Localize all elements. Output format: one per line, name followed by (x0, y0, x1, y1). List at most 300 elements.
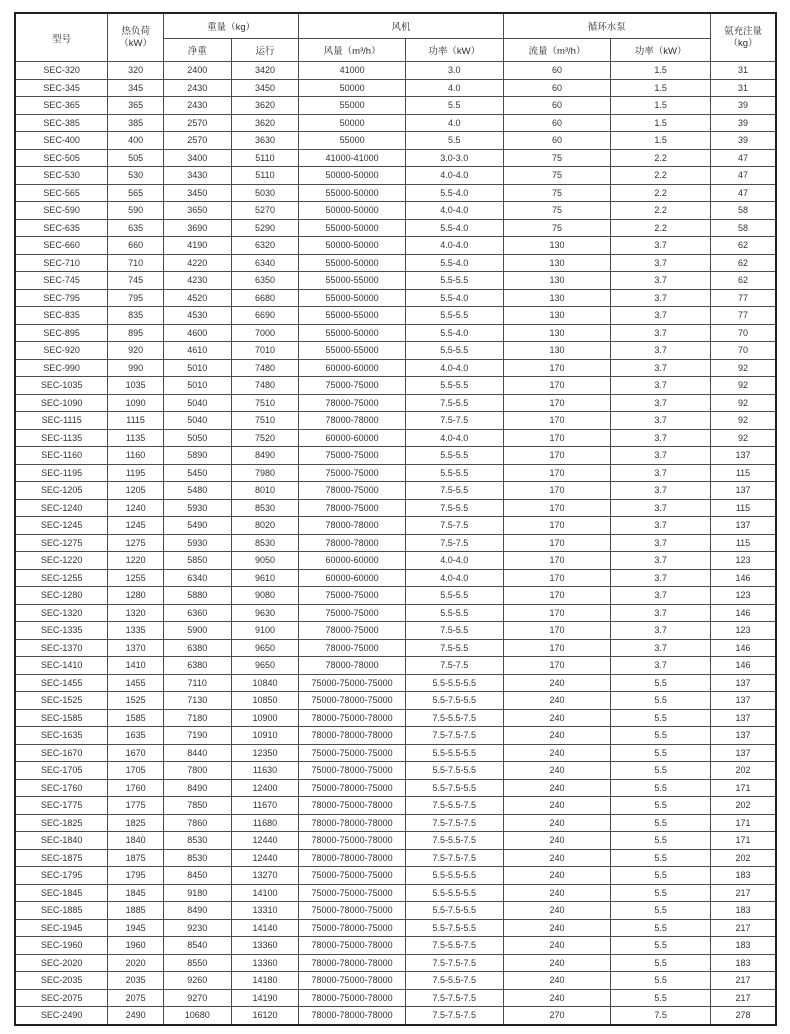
table-cell-ammonia-charge-kg: 183 (710, 902, 776, 920)
table-cell-pump-power-kw: 5.5 (611, 832, 711, 850)
table-row (15, 587, 776, 605)
table-cell-pump-power-kw: 3.7 (611, 604, 711, 622)
table-cell-heat-load-kw: 920 (108, 342, 164, 360)
table-cell-heat-load-kw: 635 (108, 219, 164, 237)
table-cell-ammonia-charge-kg: 115 (710, 464, 776, 482)
table-row (15, 604, 776, 622)
table-row (15, 342, 776, 360)
table-cell-ammonia-charge-kg: 171 (710, 779, 776, 797)
table-cell-operating-weight-kg: 3620 (231, 114, 299, 132)
table-row (15, 657, 776, 675)
table-cell-net-weight-kg: 7130 (163, 692, 231, 710)
table-cell-pump-flow-m3h: 240 (503, 692, 611, 710)
table-cell-ammonia-charge-kg: 183 (710, 867, 776, 885)
table-cell-pump-power-kw: 3.7 (611, 657, 711, 675)
table-cell-operating-weight-kg: 3620 (231, 97, 299, 115)
table-cell-fan-power-kw: 7.5-7.5-7.5 (405, 727, 503, 745)
table-cell-net-weight-kg: 5050 (163, 429, 231, 447)
table-cell-ammonia-charge-kg: 123 (710, 587, 776, 605)
table-cell-fan-airflow-m3h: 78000-75000-78000 (299, 832, 406, 850)
table-cell-net-weight-kg: 5010 (163, 377, 231, 395)
table-cell-fan-power-kw: 3.0-3.0 (405, 149, 503, 167)
table-cell-fan-power-kw: 7.5-7.5 (405, 534, 503, 552)
table-cell-pump-flow-m3h: 170 (503, 412, 611, 430)
table-cell-model: SEC-1670 (15, 744, 108, 762)
table-cell-fan-airflow-m3h: 50000 (299, 79, 406, 97)
table-cell-model: SEC-2075 (15, 989, 108, 1007)
table-cell-net-weight-kg: 5850 (163, 552, 231, 570)
table-cell-fan-power-kw: 5.5-5.5 (405, 464, 503, 482)
table-cell-fan-airflow-m3h: 60000-60000 (299, 552, 406, 570)
table-cell-fan-power-kw: 7.5-5.5-7.5 (405, 972, 503, 990)
table-cell-net-weight-kg: 2430 (163, 97, 231, 115)
table-cell-net-weight-kg: 5040 (163, 412, 231, 430)
table-cell-pump-power-kw: 3.7 (611, 569, 711, 587)
table-row (15, 552, 776, 570)
table-cell-pump-flow-m3h: 170 (503, 447, 611, 465)
table-cell-model: SEC-385 (15, 114, 108, 132)
table-cell-operating-weight-kg: 8490 (231, 447, 299, 465)
table-cell-pump-flow-m3h: 240 (503, 727, 611, 745)
table-cell-model: SEC-1775 (15, 797, 108, 815)
table-row (15, 1007, 776, 1025)
table-cell-fan-airflow-m3h: 60000-60000 (299, 569, 406, 587)
table-cell-pump-power-kw: 3.7 (611, 307, 711, 325)
table-cell-model: SEC-920 (15, 342, 108, 360)
table-cell-pump-power-kw: 2.2 (611, 202, 711, 220)
table-cell-operating-weight-kg: 6690 (231, 307, 299, 325)
table-cell-operating-weight-kg: 12440 (231, 849, 299, 867)
table-cell-fan-power-kw: 4.0-4.0 (405, 167, 503, 185)
table-cell-pump-flow-m3h: 170 (503, 464, 611, 482)
table-row (15, 709, 776, 727)
table-cell-model: SEC-1845 (15, 884, 108, 902)
table-cell-heat-load-kw: 1255 (108, 569, 164, 587)
table-cell-operating-weight-kg: 5270 (231, 202, 299, 220)
table-cell-operating-weight-kg: 10910 (231, 727, 299, 745)
table-cell-fan-airflow-m3h: 55000 (299, 97, 406, 115)
table-cell-fan-airflow-m3h: 50000-50000 (299, 237, 406, 255)
table-cell-pump-power-kw: 3.7 (611, 394, 711, 412)
table-cell-ammonia-charge-kg: 47 (710, 167, 776, 185)
table-cell-net-weight-kg: 5880 (163, 587, 231, 605)
table-cell-pump-power-kw: 3.7 (611, 237, 711, 255)
table-cell-pump-flow-m3h: 170 (503, 534, 611, 552)
table-cell-fan-airflow-m3h: 78000-75000 (299, 499, 406, 517)
table-cell-net-weight-kg: 7850 (163, 797, 231, 815)
table-cell-pump-power-kw: 5.5 (611, 989, 711, 1007)
table-cell-fan-power-kw: 5.5-5.5 (405, 307, 503, 325)
table-row (15, 989, 776, 1007)
table-cell-fan-airflow-m3h: 78000-78000-78000 (299, 727, 406, 745)
table-cell-net-weight-kg: 8550 (163, 954, 231, 972)
table-cell-ammonia-charge-kg: 217 (710, 972, 776, 990)
table-cell-operating-weight-kg: 7980 (231, 464, 299, 482)
table-cell-pump-power-kw: 5.5 (611, 902, 711, 920)
table-cell-pump-flow-m3h: 170 (503, 587, 611, 605)
col-header-pump-power: 功率（kW） (611, 39, 711, 62)
table-cell-pump-power-kw: 5.5 (611, 884, 711, 902)
table-cell-fan-power-kw: 5.5-4.0 (405, 324, 503, 342)
table-cell-pump-power-kw: 3.7 (611, 412, 711, 430)
table-cell-operating-weight-kg: 13310 (231, 902, 299, 920)
table-cell-model: SEC-1275 (15, 534, 108, 552)
table-cell-model: SEC-1840 (15, 832, 108, 850)
table-cell-fan-airflow-m3h: 78000-75000 (299, 394, 406, 412)
table-cell-fan-airflow-m3h: 78000-78000 (299, 517, 406, 535)
table-cell-fan-power-kw: 4.0-4.0 (405, 552, 503, 570)
table-cell-operating-weight-kg: 6350 (231, 272, 299, 290)
table-cell-heat-load-kw: 1410 (108, 657, 164, 675)
table-cell-pump-flow-m3h: 130 (503, 254, 611, 272)
table-cell-pump-flow-m3h: 240 (503, 814, 611, 832)
table-cell-pump-power-kw: 3.7 (611, 552, 711, 570)
table-row (15, 97, 776, 115)
table-cell-fan-airflow-m3h: 78000-75000 (299, 639, 406, 657)
table-cell-pump-power-kw: 1.5 (611, 132, 711, 150)
table-cell-pump-power-kw: 3.7 (611, 359, 711, 377)
table-cell-fan-power-kw: 5.5-5.5-5.5 (405, 744, 503, 762)
table-cell-fan-airflow-m3h: 78000-78000 (299, 412, 406, 430)
table-cell-fan-power-kw: 5.5 (405, 132, 503, 150)
table-cell-heat-load-kw: 795 (108, 289, 164, 307)
table-cell-operating-weight-kg: 11670 (231, 797, 299, 815)
table-cell-pump-flow-m3h: 130 (503, 307, 611, 325)
table-cell-pump-power-kw: 5.5 (611, 692, 711, 710)
table-row (15, 464, 776, 482)
table-cell-heat-load-kw: 365 (108, 97, 164, 115)
table-cell-operating-weight-kg: 12400 (231, 779, 299, 797)
table-cell-fan-power-kw: 4.0 (405, 114, 503, 132)
table-cell-model: SEC-1945 (15, 919, 108, 937)
table-cell-operating-weight-kg: 5290 (231, 219, 299, 237)
table-cell-model: SEC-1255 (15, 569, 108, 587)
table-cell-fan-power-kw: 5.5-4.0 (405, 219, 503, 237)
table-cell-pump-power-kw: 3.7 (611, 639, 711, 657)
table-cell-fan-airflow-m3h: 78000-78000 (299, 534, 406, 552)
table-cell-fan-power-kw: 5.5-5.5 (405, 447, 503, 465)
table-cell-pump-power-kw: 7.5 (611, 1007, 711, 1025)
table-cell-pump-power-kw: 3.7 (611, 622, 711, 640)
table-cell-fan-power-kw: 7.5-5.5-7.5 (405, 709, 503, 727)
table-cell-net-weight-kg: 6380 (163, 657, 231, 675)
table-cell-heat-load-kw: 1670 (108, 744, 164, 762)
table-cell-net-weight-kg: 3400 (163, 149, 231, 167)
table-cell-operating-weight-kg: 13360 (231, 954, 299, 972)
table-row (15, 202, 776, 220)
table-cell-pump-power-kw: 3.7 (611, 254, 711, 272)
table-cell-pump-flow-m3h: 60 (503, 132, 611, 150)
table-cell-fan-power-kw: 4.0-4.0 (405, 569, 503, 587)
table-cell-fan-airflow-m3h: 55000-55000 (299, 307, 406, 325)
col-header-net-weight: 净重 (163, 39, 231, 62)
table-cell-net-weight-kg: 8490 (163, 902, 231, 920)
table-cell-ammonia-charge-kg: 58 (710, 219, 776, 237)
table-cell-ammonia-charge-kg: 92 (710, 429, 776, 447)
table-cell-fan-power-kw: 7.5-7.5-7.5 (405, 814, 503, 832)
table-cell-heat-load-kw: 835 (108, 307, 164, 325)
table-cell-ammonia-charge-kg: 39 (710, 132, 776, 150)
table-cell-pump-power-kw: 3.7 (611, 482, 711, 500)
table-cell-ammonia-charge-kg: 92 (710, 394, 776, 412)
table-cell-net-weight-kg: 2570 (163, 132, 231, 150)
table-cell-ammonia-charge-kg: 137 (710, 727, 776, 745)
table-cell-heat-load-kw: 710 (108, 254, 164, 272)
table-cell-pump-flow-m3h: 60 (503, 79, 611, 97)
table-cell-ammonia-charge-kg: 123 (710, 552, 776, 570)
table-cell-fan-airflow-m3h: 75000-78000-75000 (299, 919, 406, 937)
table-row (15, 972, 776, 990)
table-cell-net-weight-kg: 10680 (163, 1007, 231, 1025)
table-row (15, 79, 776, 97)
table-cell-model: SEC-1220 (15, 552, 108, 570)
ammonia-charge-label: 氨充注量 (723, 25, 762, 37)
table-row (15, 534, 776, 552)
table-cell-fan-power-kw: 5.5-5.5-5.5 (405, 867, 503, 885)
table-cell-model: SEC-1705 (15, 762, 108, 780)
table-cell-pump-flow-m3h: 240 (503, 989, 611, 1007)
col-header-fan-airflow: 风量（m³/h） (299, 39, 406, 62)
table-cell-ammonia-charge-kg: 146 (710, 639, 776, 657)
table-cell-operating-weight-kg: 9080 (231, 587, 299, 605)
table-cell-operating-weight-kg: 14180 (231, 972, 299, 990)
table-cell-fan-power-kw: 5.5-5.5-5.5 (405, 674, 503, 692)
table-cell-ammonia-charge-kg: 70 (710, 342, 776, 360)
table-cell-pump-power-kw: 2.2 (611, 167, 711, 185)
table-cell-fan-airflow-m3h: 55000-50000 (299, 184, 406, 202)
table-cell-pump-flow-m3h: 60 (503, 62, 611, 80)
table-row (15, 902, 776, 920)
table-cell-heat-load-kw: 1280 (108, 587, 164, 605)
table-cell-heat-load-kw: 400 (108, 132, 164, 150)
table-cell-model: SEC-1585 (15, 709, 108, 727)
table-cell-ammonia-charge-kg: 137 (710, 517, 776, 535)
table-cell-ammonia-charge-kg: 123 (710, 622, 776, 640)
table-cell-model: SEC-895 (15, 324, 108, 342)
table-cell-model: SEC-2020 (15, 954, 108, 972)
table-cell-pump-power-kw: 1.5 (611, 62, 711, 80)
table-cell-ammonia-charge-kg: 31 (710, 62, 776, 80)
table-cell-fan-airflow-m3h: 60000-60000 (299, 359, 406, 377)
table-cell-fan-airflow-m3h: 41000-41000 (299, 149, 406, 167)
table-cell-pump-flow-m3h: 170 (503, 377, 611, 395)
table-row (15, 832, 776, 850)
table-cell-model: SEC-1240 (15, 499, 108, 517)
table-cell-pump-flow-m3h: 170 (503, 429, 611, 447)
table-cell-net-weight-kg: 9180 (163, 884, 231, 902)
table-cell-model: SEC-1525 (15, 692, 108, 710)
table-cell-heat-load-kw: 1090 (108, 394, 164, 412)
table-cell-ammonia-charge-kg: 137 (710, 692, 776, 710)
table-cell-ammonia-charge-kg: 183 (710, 954, 776, 972)
ammonia-charge-unit: （kg） (728, 37, 758, 49)
table-cell-operating-weight-kg: 5030 (231, 184, 299, 202)
table-cell-fan-airflow-m3h: 41000 (299, 62, 406, 80)
table-cell-model: SEC-505 (15, 149, 108, 167)
table-cell-ammonia-charge-kg: 202 (710, 797, 776, 815)
table-cell-fan-power-kw: 7.5-5.5-7.5 (405, 797, 503, 815)
table-cell-heat-load-kw: 505 (108, 149, 164, 167)
table-row (15, 937, 776, 955)
table-cell-pump-flow-m3h: 270 (503, 1007, 611, 1025)
table-cell-fan-airflow-m3h: 55000-55000 (299, 272, 406, 290)
table-cell-operating-weight-kg: 5110 (231, 167, 299, 185)
table-cell-ammonia-charge-kg: 115 (710, 499, 776, 517)
table-cell-fan-power-kw: 7.5-7.5-7.5 (405, 989, 503, 1007)
table-cell-net-weight-kg: 8530 (163, 832, 231, 850)
table-cell-pump-flow-m3h: 130 (503, 237, 611, 255)
table-cell-model: SEC-1320 (15, 604, 108, 622)
table-cell-net-weight-kg: 4220 (163, 254, 231, 272)
table-cell-pump-flow-m3h: 170 (503, 482, 611, 500)
table-row (15, 954, 776, 972)
table-cell-heat-load-kw: 1825 (108, 814, 164, 832)
table-cell-pump-flow-m3h: 75 (503, 219, 611, 237)
table-cell-net-weight-kg: 7180 (163, 709, 231, 727)
table-cell-operating-weight-kg: 9630 (231, 604, 299, 622)
col-header-model: 型号 (15, 13, 108, 62)
table-cell-ammonia-charge-kg: 77 (710, 289, 776, 307)
table-cell-model: SEC-1885 (15, 902, 108, 920)
table-cell-operating-weight-kg: 14190 (231, 989, 299, 1007)
header-row-groups (15, 13, 776, 39)
table-cell-net-weight-kg: 7190 (163, 727, 231, 745)
table-cell-net-weight-kg: 7110 (163, 674, 231, 692)
table-cell-fan-power-kw: 7.5-5.5-7.5 (405, 832, 503, 850)
table-cell-pump-flow-m3h: 170 (503, 552, 611, 570)
table-cell-net-weight-kg: 3690 (163, 219, 231, 237)
table-cell-fan-airflow-m3h: 75000-75000-75000 (299, 744, 406, 762)
table-cell-pump-flow-m3h: 240 (503, 832, 611, 850)
table-cell-fan-airflow-m3h: 78000-78000-78000 (299, 849, 406, 867)
table-cell-pump-power-kw: 5.5 (611, 762, 711, 780)
col-header-pump-flow: 流量（m³/h） (503, 39, 611, 62)
table-cell-model: SEC-745 (15, 272, 108, 290)
table-cell-net-weight-kg: 5450 (163, 464, 231, 482)
table-cell-fan-power-kw: 4.0-4.0 (405, 202, 503, 220)
table-cell-pump-power-kw: 5.5 (611, 709, 711, 727)
table-cell-model: SEC-1205 (15, 482, 108, 500)
table-cell-operating-weight-kg: 3420 (231, 62, 299, 80)
table-cell-operating-weight-kg: 10850 (231, 692, 299, 710)
table-cell-heat-load-kw: 2035 (108, 972, 164, 990)
table-cell-ammonia-charge-kg: 137 (710, 744, 776, 762)
table-cell-operating-weight-kg: 7510 (231, 394, 299, 412)
table-row (15, 132, 776, 150)
table-cell-model: SEC-1115 (15, 412, 108, 430)
table-row (15, 639, 776, 657)
table-cell-ammonia-charge-kg: 137 (710, 482, 776, 500)
table-cell-ammonia-charge-kg: 171 (710, 814, 776, 832)
table-cell-pump-flow-m3h: 240 (503, 919, 611, 937)
table-cell-pump-power-kw: 3.7 (611, 289, 711, 307)
table-cell-pump-flow-m3h: 240 (503, 709, 611, 727)
table-cell-pump-flow-m3h: 240 (503, 762, 611, 780)
table-cell-operating-weight-kg: 8010 (231, 482, 299, 500)
table-cell-heat-load-kw: 1635 (108, 727, 164, 745)
table-cell-fan-airflow-m3h: 55000-55000 (299, 342, 406, 360)
table-cell-fan-power-kw: 5.5-4.0 (405, 184, 503, 202)
table-row (15, 184, 776, 202)
table-cell-heat-load-kw: 660 (108, 237, 164, 255)
table-cell-fan-power-kw: 5.5-5.5 (405, 272, 503, 290)
table-cell-ammonia-charge-kg: 146 (710, 657, 776, 675)
table-cell-net-weight-kg: 4190 (163, 237, 231, 255)
table-cell-model: SEC-320 (15, 62, 108, 80)
table-cell-heat-load-kw: 1845 (108, 884, 164, 902)
table-cell-operating-weight-kg: 13270 (231, 867, 299, 885)
table-cell-pump-power-kw: 2.2 (611, 149, 711, 167)
table-cell-pump-flow-m3h: 240 (503, 867, 611, 885)
table-cell-heat-load-kw: 990 (108, 359, 164, 377)
table-cell-net-weight-kg: 3650 (163, 202, 231, 220)
table-cell-ammonia-charge-kg: 217 (710, 989, 776, 1007)
table-cell-operating-weight-kg: 7010 (231, 342, 299, 360)
table-body (15, 62, 776, 1025)
table-cell-fan-power-kw: 4.0 (405, 79, 503, 97)
table-cell-pump-flow-m3h: 170 (503, 622, 611, 640)
table-cell-pump-power-kw: 3.7 (611, 272, 711, 290)
table-cell-pump-flow-m3h: 130 (503, 289, 611, 307)
table-cell-fan-airflow-m3h: 75000-75000 (299, 604, 406, 622)
table-cell-pump-power-kw: 3.7 (611, 377, 711, 395)
table-cell-fan-airflow-m3h: 55000-50000 (299, 324, 406, 342)
table-cell-ammonia-charge-kg: 62 (710, 237, 776, 255)
table-cell-heat-load-kw: 1455 (108, 674, 164, 692)
table-row (15, 919, 776, 937)
table-row (15, 692, 776, 710)
table-cell-pump-power-kw: 3.7 (611, 447, 711, 465)
table-cell-operating-weight-kg: 10840 (231, 674, 299, 692)
table-cell-model: SEC-1760 (15, 779, 108, 797)
table-cell-ammonia-charge-kg: 217 (710, 884, 776, 902)
table-cell-heat-load-kw: 1795 (108, 867, 164, 885)
table-cell-fan-power-kw: 7.5-7.5-7.5 (405, 954, 503, 972)
table-cell-fan-airflow-m3h: 50000-50000 (299, 167, 406, 185)
table-cell-fan-airflow-m3h: 75000-75000-75000 (299, 867, 406, 885)
table-cell-net-weight-kg: 5890 (163, 447, 231, 465)
table-cell-ammonia-charge-kg: 92 (710, 377, 776, 395)
table-cell-net-weight-kg: 8540 (163, 937, 231, 955)
table-row (15, 149, 776, 167)
table-cell-pump-power-kw: 3.7 (611, 342, 711, 360)
table-cell-heat-load-kw: 590 (108, 202, 164, 220)
table-row (15, 849, 776, 867)
table-cell-heat-load-kw: 1135 (108, 429, 164, 447)
table-cell-heat-load-kw: 565 (108, 184, 164, 202)
table-cell-model: SEC-990 (15, 359, 108, 377)
table-cell-model: SEC-1195 (15, 464, 108, 482)
table-cell-ammonia-charge-kg: 278 (710, 1007, 776, 1025)
table-cell-fan-power-kw: 7.5-5.5 (405, 622, 503, 640)
table-cell-fan-power-kw: 5.5-7.5-5.5 (405, 919, 503, 937)
table-cell-net-weight-kg: 5930 (163, 534, 231, 552)
table-row (15, 867, 776, 885)
table-cell-ammonia-charge-kg: 146 (710, 569, 776, 587)
table-row (15, 114, 776, 132)
table-row (15, 412, 776, 430)
table-cell-pump-flow-m3h: 240 (503, 849, 611, 867)
table-cell-heat-load-kw: 1275 (108, 534, 164, 552)
table-cell-model: SEC-1875 (15, 849, 108, 867)
table-cell-pump-power-kw: 5.5 (611, 937, 711, 955)
table-row (15, 779, 776, 797)
table-cell-pump-power-kw: 3.7 (611, 429, 711, 447)
table-cell-net-weight-kg: 4520 (163, 289, 231, 307)
table-cell-ammonia-charge-kg: 39 (710, 114, 776, 132)
table-cell-ammonia-charge-kg: 146 (710, 604, 776, 622)
table-cell-pump-power-kw: 5.5 (611, 849, 711, 867)
